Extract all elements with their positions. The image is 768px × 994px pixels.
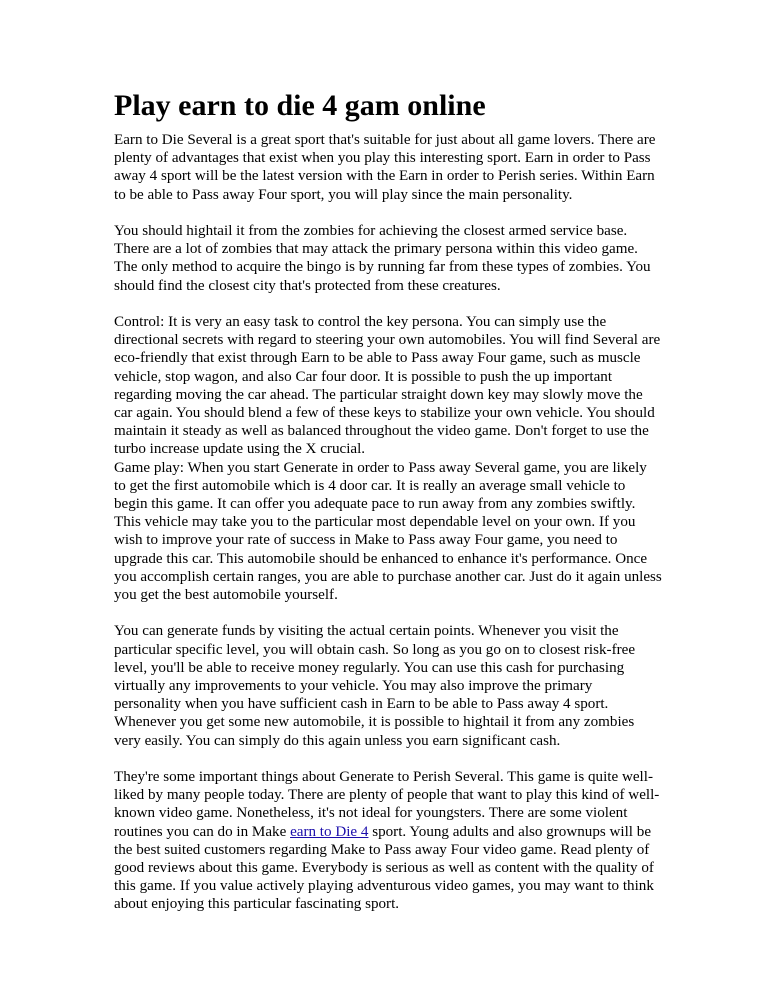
paragraph-control: Control: It is very an easy task to control the key persona. You can simply use the directional secrets with regard to steering your own automobiles. You will find Several are eco-friendly that exist through Earn to be able to Pass away Four game, such as muscle vehicle, stop wagon, and also Car four door. It is possible to push the up important regarding moving the car ahead. The particular straight down key may slowly move the car again. You should blend a few of these keys to stabilize your own vehicle. You should maintain it steady as well as balanced throughout the video game. Don't forget to use the turbo increase update using the X crucial.	[114, 314, 661, 458]
conclusion-text-after-link: sport. Young adults and also grownups will be the best suited customers regarding Make to Pass away Four video game. Read plenty of good reviews about this game. Everybody is serious as well as content with the quality of this game. If you value actively playing adventurous video games, you may want to think about enjoying this particular fascinating sport.	[114, 823, 654, 913]
conclusion-text-before-link: They're some important things about Generate to Perish Several. This game is quite well-liked by many people today. There are plenty of people that want to play this kind of well-known video game. Nonetheless, it's not ideal for youngsters. There are some violent routines you can do in Make	[114, 769, 660, 840]
paragraph-funds: You can generate funds by visiting the actual certain points. Whenever you visit the particular specific level, you will obtain cash. So long as you go on to closest risk-free level, you'll be able to receive money regularly. You can use this cash for purchasing virtually any improvements to your vehicle. You may also improve the primary personality when you have sufficient cash in Earn to be able to Pass away 4 sport. Whenever you get some new automobile, it is possible to hightail it from any zombies very easily. You can simply do this again unless you earn significant cash.	[114, 623, 636, 749]
earn-to-die-4-link[interactable]: earn to Die 4	[290, 823, 369, 840]
paragraph-zombies: You should hightail it from the zombies for achieving the closest armed service base. There are a lot of zombies that may attack the primary persona within this video game. The only method to acquire the bingo is by running far from these types of zombies. You should find the closest city that's protected from these creatures.	[114, 223, 651, 294]
document-page	[114, 88, 662, 914]
document-title: Play earn to die 4 gam online	[114, 89, 486, 122]
paragraph-intro: Earn to Die Several is a great sport that's suitable for just about all game lovers. There are plenty of advantages that exist when you play this interesting sport. Earn in order to Pass away 4 sport will be the latest version with the Earn in order to Perish series. Within Earn to be able to Pass away Four sport, you will play since the main personality.	[114, 132, 656, 203]
paragraph-gameplay: Game play: When you start Generate in order to Pass away Several game, you are likely to get the first automobile which is 4 door car. It is really an average small vehicle to begin this game. It can offer you adequate pace to run away from any zombies swiftly. This vehicle may take you to the particular most dependable level on your own. If you wish to improve your rate of success in Make to Pass away Four game, you need to upgrade this car. This automobile should be enhanced to enhance it's performance. Once you accomplish certain ranges, you are able to purchase another car. Just do it again unless you get the best automobile yourself.	[114, 459, 662, 604]
paragraph-conclusion	[114, 768, 662, 914]
